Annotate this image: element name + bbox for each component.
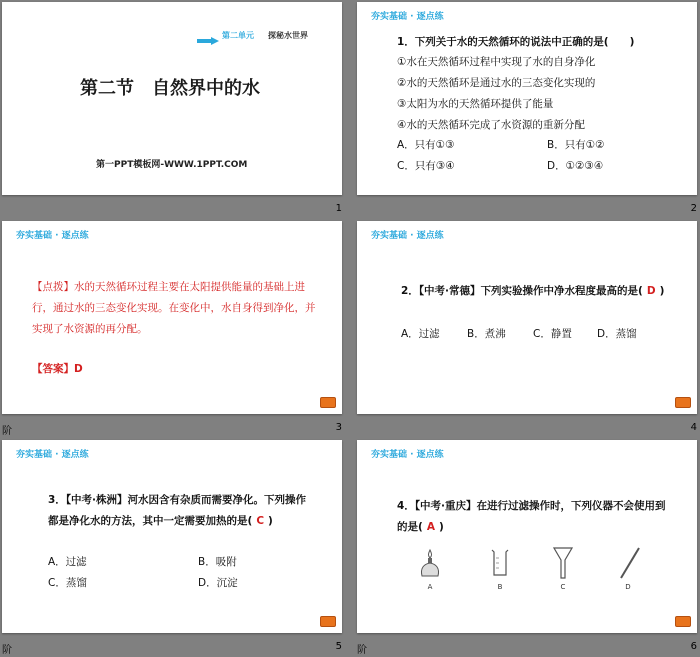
option-a: A．过滤 [401, 328, 440, 340]
option-c: C．只有③④ [397, 160, 455, 172]
slide-number: 6 [690, 641, 697, 652]
unit-subtitle: 探秘水世界 [268, 31, 308, 40]
slide-thumbnail-3[interactable] [0, 219, 350, 438]
slide-thumbnail-4[interactable] [355, 219, 700, 438]
alcohol-lamp-icon [418, 548, 442, 584]
side-mark: 阶 [357, 645, 367, 656]
slide-number: 5 [335, 641, 342, 652]
question-block [401, 281, 666, 302]
section-header: 夯实基础 · 逐点练 [16, 231, 89, 241]
option-c: C．静置 [533, 328, 572, 340]
question-number: 2． [401, 285, 419, 297]
question-block [397, 496, 667, 538]
option-d: D．沉淀 [198, 577, 238, 589]
glass-rod-icon [619, 546, 641, 584]
slide-thumbnail-2[interactable] [355, 0, 700, 219]
question-block [48, 490, 310, 532]
question-number: 3． [48, 494, 66, 506]
instrument-label-b: B [497, 583, 503, 591]
answer-label: 【答案】 [32, 363, 74, 375]
statement-2: ②水的天然循环是通过水的三态变化实现的 [397, 77, 596, 89]
side-mark: 阶 [2, 645, 12, 656]
return-button[interactable] [320, 397, 336, 408]
slide-number: 2 [690, 203, 697, 214]
slide-number: 3 [335, 422, 342, 433]
option-b: B．只有①② [547, 139, 605, 151]
question-text: 在进行过滤操作时，下列仪器不会使用到的是( [397, 500, 666, 533]
question-source: 【中考·重庆】 [414, 500, 477, 512]
question-number: 4． [397, 500, 415, 512]
slide-1-canvas [2, 2, 342, 195]
slide-4-canvas [357, 221, 697, 414]
question-close: ) [438, 521, 444, 533]
hint-label: 【点拨】 [32, 281, 74, 293]
unit-label: 第二单元 [222, 31, 254, 40]
option-d: D．蒸馏 [597, 328, 637, 340]
funnel-icon [553, 546, 573, 584]
option-c: C．蒸馏 [48, 577, 87, 589]
question-close: ) [659, 285, 665, 297]
question-text: 河水因含有杂质而需要净化。下列操作都是净化水的方法，其中一定需要加热的是( [48, 494, 307, 527]
slide-thumbnail-1[interactable] [0, 0, 350, 219]
option-b: B．煮沸 [467, 328, 506, 340]
question-close: ) [268, 515, 273, 527]
arrow-icon [197, 30, 219, 38]
slide-6-canvas [357, 440, 697, 633]
return-button[interactable] [675, 616, 691, 627]
instrument-label-d: D [625, 583, 631, 591]
answer-block [32, 359, 83, 379]
slide-5-canvas [2, 440, 342, 633]
hint-text: 水的天然循环过程主要在太阳提供能量的基础上进行，通过水的三态变化实现。在变化中，水自身得到净化，并实现了水资源的再分配。 [32, 281, 316, 335]
footer-text: 第一PPT模板网-WWW.1PPT.COM [96, 160, 248, 170]
question-source: 【中考·常德】 [418, 285, 481, 297]
statement-1: ①水在天然循环过程中实现了水的自身净化 [397, 56, 596, 68]
return-button[interactable] [320, 616, 336, 627]
option-a: A．过滤 [48, 556, 87, 568]
slide-thumbnail-6[interactable] [355, 438, 700, 657]
slide-number: 1 [335, 203, 342, 214]
question-text: 下列实验操作中净水程度最高的是( [480, 285, 643, 297]
option-d: D．①②③④ [547, 160, 604, 172]
return-button[interactable] [675, 397, 691, 408]
section-header: 夯实基础 · 逐点练 [16, 450, 89, 460]
side-mark: 阶 [2, 426, 12, 437]
question-text: 1．下列关于水的天然循环的说法中正确的是( ) [397, 36, 635, 48]
instrument-label-c: C [560, 583, 566, 591]
option-b: B．吸附 [198, 556, 237, 568]
answer-value: D [646, 285, 656, 297]
section-header: 夯实基础 · 逐点练 [371, 12, 444, 22]
question-source: 【中考·株洲】 [65, 494, 128, 506]
slide-thumbnail-5[interactable] [0, 438, 350, 657]
instrument-label-a: A [427, 583, 433, 591]
slide-number: 4 [690, 422, 697, 433]
section-header: 夯实基础 · 逐点练 [371, 231, 444, 241]
slide-3-canvas [2, 221, 342, 414]
beaker-icon [490, 548, 510, 582]
answer-value: A [426, 521, 435, 533]
answer-value: D [74, 363, 83, 375]
answer-value: C [256, 515, 265, 527]
statement-3: ③太阳为水的天然循环提供了能量 [397, 98, 554, 110]
option-a: A．只有①③ [397, 139, 455, 151]
section-header: 夯实基础 · 逐点练 [371, 450, 444, 460]
slide-2-canvas [357, 2, 697, 195]
hint-block [32, 277, 322, 340]
statement-4: ④水的天然循环完成了水资源的重新分配 [397, 119, 585, 131]
page-title: 第二节 自然界中的水 [80, 78, 260, 99]
